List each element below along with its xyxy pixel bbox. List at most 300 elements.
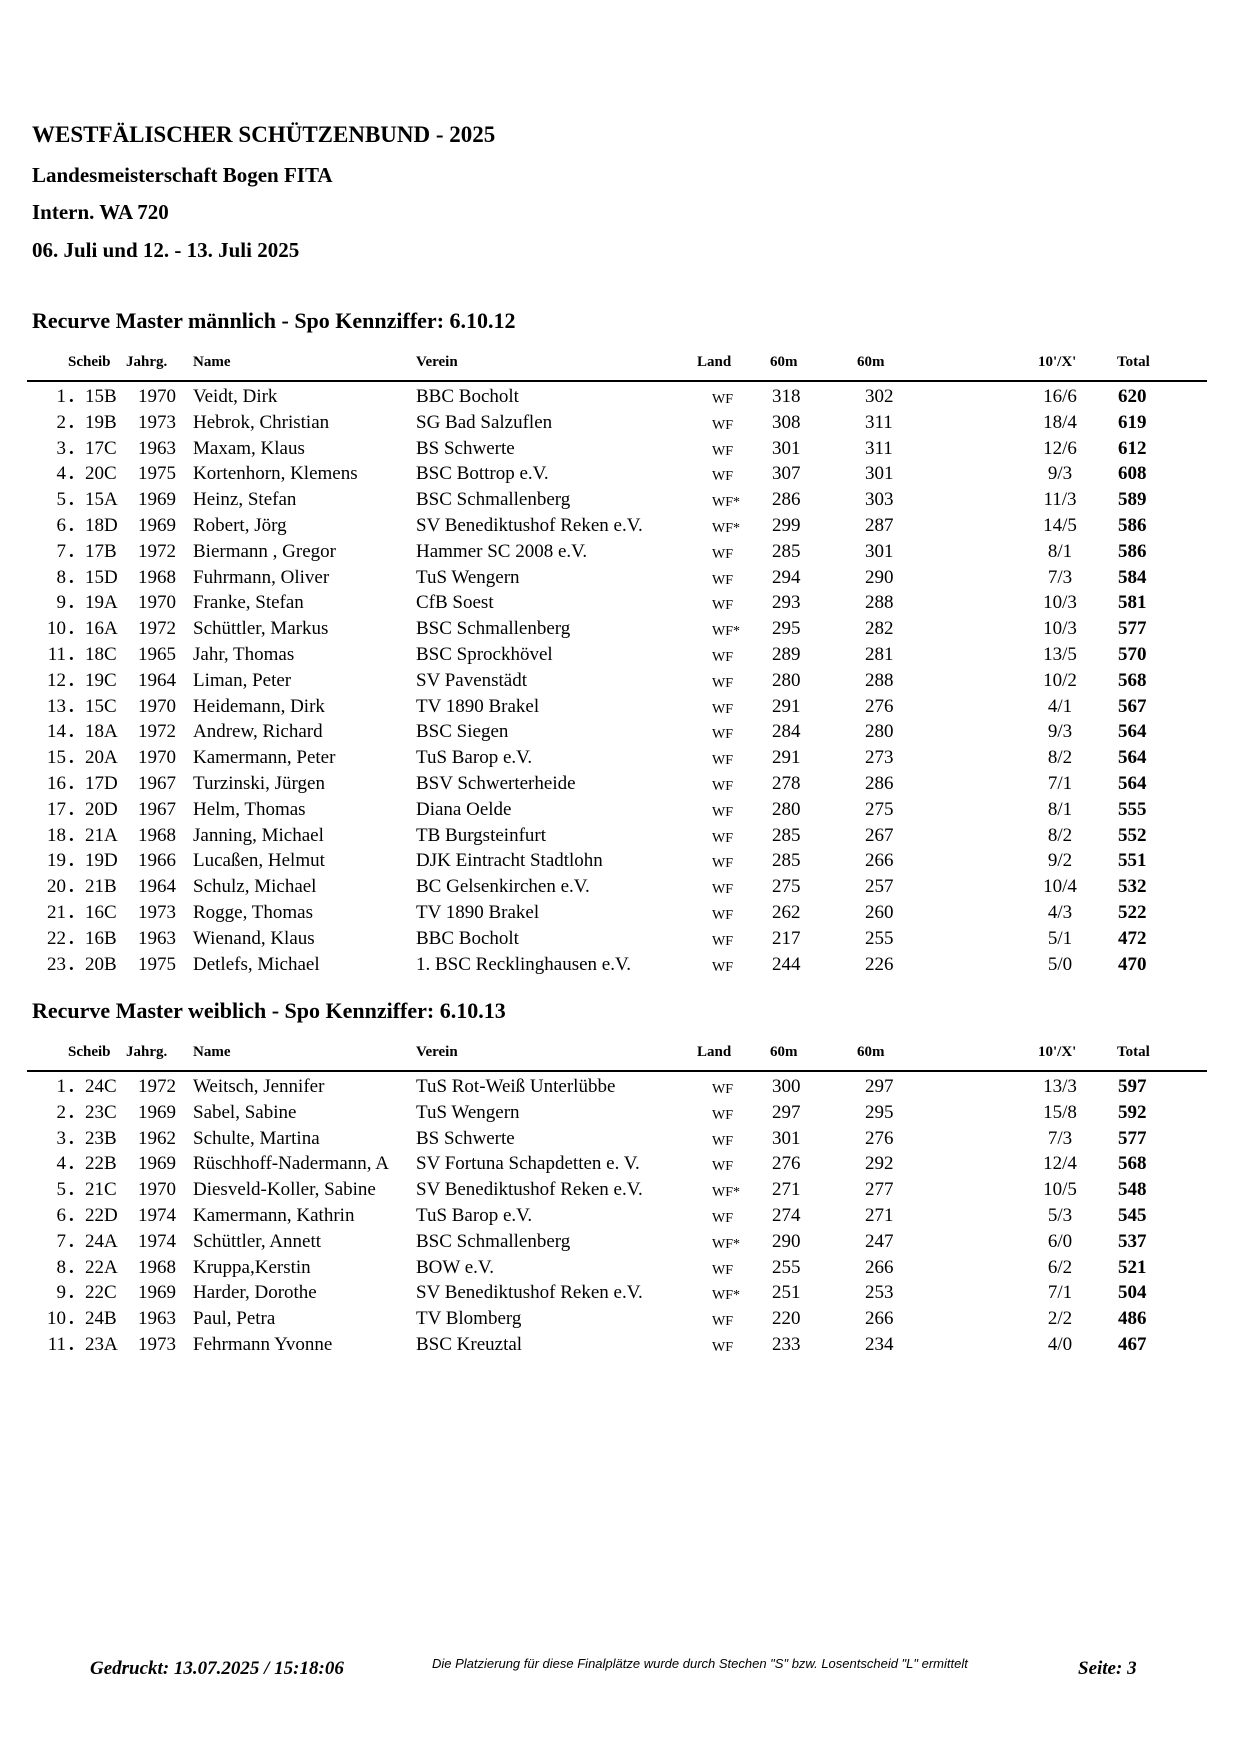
score-distance-2: 266: [865, 1308, 894, 1329]
score-distance-2: 273: [865, 747, 894, 768]
score-distance-2: 277: [865, 1179, 894, 1200]
rank: 2: [56, 412, 66, 433]
event-title: Landesmeisterschaft Bogen FITA: [32, 163, 333, 187]
archer-name: Kortenhorn, Klemens: [193, 463, 358, 484]
event-dates: 06. Juli und 12. - 13. Juli 2025: [32, 238, 300, 262]
archer-name: Kamermann, Kathrin: [193, 1205, 355, 1226]
score-distance-1: 318: [772, 386, 801, 407]
land-code: WF: [712, 444, 733, 459]
column-header-land: Land: [697, 1044, 732, 1060]
land-code: WF: [712, 418, 733, 433]
total-score: 577: [1118, 618, 1147, 639]
score-distance-2: 288: [865, 592, 894, 613]
score-distance-2: 311: [865, 438, 893, 459]
birth-year: 1972: [138, 541, 176, 562]
birth-year: 1967: [138, 773, 176, 794]
archer-name: Andrew, Richard: [193, 721, 323, 742]
club-name: DJK Eintracht Stadtlohn: [416, 850, 603, 871]
archer-name: Helm, Thomas: [193, 799, 306, 820]
land-code: WF: [712, 1263, 733, 1278]
rank-dot: .: [69, 1153, 74, 1174]
rank-dot: .: [69, 412, 74, 433]
tens-x-count: 5/1: [1047, 928, 1073, 949]
total-score: 567: [1118, 696, 1147, 717]
club-name: Diana Oelde: [416, 799, 512, 820]
total-score: 470: [1118, 954, 1147, 975]
score-distance-1: 301: [772, 1128, 801, 1149]
score-distance-1: 289: [772, 644, 801, 665]
total-score: 521: [1118, 1257, 1147, 1278]
archer-name: Robert, Jörg: [193, 515, 287, 536]
rank: 1: [56, 1076, 66, 1097]
rank-dot: .: [69, 721, 74, 742]
score-distance-2: 288: [865, 670, 894, 691]
total-score: 467: [1118, 1334, 1147, 1355]
tens-x-count: 11/3: [1043, 489, 1077, 510]
rank-dot: .: [69, 489, 74, 510]
rank-dot: .: [69, 1205, 74, 1226]
land-code: WF: [712, 1108, 733, 1123]
club-name: SV Fortuna Schapdetten e. V.: [416, 1153, 640, 1174]
club-name: BSC Schmallenberg: [416, 489, 571, 510]
target-scheibe: 16C: [85, 902, 117, 923]
target-scheibe: 19C: [85, 670, 117, 691]
club-name: Hammer SC 2008 e.V.: [416, 541, 588, 562]
score-distance-2: 266: [865, 1257, 894, 1278]
score-distance-1: 285: [772, 825, 801, 846]
land-code: WF: [712, 676, 733, 691]
total-score: 608: [1118, 463, 1147, 484]
total-score: 486: [1118, 1308, 1147, 1329]
archer-name: Jahr, Thomas: [193, 644, 295, 665]
archer-name: Veidt, Dirk: [193, 386, 278, 407]
rank: 18: [47, 825, 66, 846]
tens-x-count: 9/3: [1047, 721, 1073, 742]
tens-x-count: 4/0: [1047, 1334, 1073, 1355]
total-score: 548: [1118, 1179, 1147, 1200]
rank: 4: [56, 1153, 66, 1174]
rank: 20: [47, 876, 66, 897]
land-code: WF: [712, 392, 733, 407]
club-name: TB Burgsteinfurt: [416, 825, 547, 846]
club-name: BSC Sprockhövel: [416, 644, 553, 665]
column-header-scheib: Scheib: [68, 1044, 111, 1060]
tens-x-count: 15/8: [1043, 1102, 1077, 1123]
rank: 10: [47, 1308, 66, 1329]
tens-x-count: 7/3: [1047, 1128, 1073, 1149]
target-scheibe: 17C: [85, 438, 117, 459]
birth-year: 1969: [138, 1153, 176, 1174]
printed-timestamp: Gedruckt: 13.07.2025 / 15:18:06: [90, 1658, 344, 1679]
archer-name: Weitsch, Jennifer: [193, 1076, 325, 1097]
archer-name: Schulz, Michael: [193, 876, 317, 897]
rank: 11: [47, 1334, 66, 1355]
org-title: WESTFÄLISCHER SCHÜTZENBUND - 2025: [32, 122, 496, 147]
tens-x-count: 14/5: [1043, 515, 1077, 536]
tens-x-count: 16/6: [1043, 386, 1077, 407]
club-name: SV Benediktushof Reken e.V.: [416, 1282, 643, 1303]
score-distance-2: 247: [865, 1231, 894, 1252]
total-score: 620: [1118, 386, 1147, 407]
birth-year: 1974: [138, 1231, 176, 1252]
header-rule: [27, 380, 1207, 382]
target-scheibe: 17D: [85, 773, 118, 794]
land-code: WF: [712, 1134, 733, 1149]
score-distance-1: 297: [772, 1102, 801, 1123]
total-score: 504: [1118, 1282, 1147, 1303]
column-header-name: Name: [193, 354, 231, 370]
section-title: Recurve Master weiblich - Spo Kennziffer: 6.10.13: [32, 998, 506, 1023]
column-header-land: Land: [697, 354, 732, 370]
score-distance-1: 299: [772, 515, 801, 536]
archer-name: Schulte, Martina: [193, 1128, 320, 1149]
score-distance-1: 285: [772, 541, 801, 562]
archer-name: Turzinski, Jürgen: [193, 773, 325, 794]
column-header-name: Name: [193, 1044, 231, 1060]
birth-year: 1969: [138, 515, 176, 536]
target-scheibe: 20C: [85, 463, 117, 484]
score-distance-2: 276: [865, 1128, 894, 1149]
score-distance-2: 255: [865, 928, 894, 949]
score-distance-1: 271: [772, 1179, 801, 1200]
score-distance-2: 301: [865, 541, 894, 562]
target-scheibe: 20D: [85, 799, 118, 820]
page-number: Seite: 3: [1078, 1658, 1137, 1679]
round-title: Intern. WA 720: [32, 200, 169, 224]
club-name: CfB Soest: [416, 592, 494, 613]
score-distance-1: 308: [772, 412, 801, 433]
total-score: 586: [1118, 541, 1147, 562]
tens-x-count: 7/3: [1047, 567, 1073, 588]
target-scheibe: 19D: [85, 850, 118, 871]
birth-year: 1968: [138, 825, 176, 846]
total-score: 619: [1118, 412, 1147, 433]
target-scheibe: 16B: [85, 928, 117, 949]
score-distance-2: 290: [865, 567, 894, 588]
score-distance-2: 226: [865, 954, 894, 975]
score-distance-2: 253: [865, 1282, 894, 1303]
rank-dot: .: [69, 1308, 74, 1329]
tens-x-count: 6/0: [1047, 1231, 1073, 1252]
archer-name: Maxam, Klaus: [193, 438, 305, 459]
rank-dot: .: [69, 1257, 74, 1278]
score-distance-2: 311: [865, 412, 893, 433]
birth-year: 1964: [138, 876, 176, 897]
rank: 19: [47, 850, 66, 871]
total-score: 564: [1118, 773, 1147, 794]
column-header-jahrg: Jahrg.: [126, 1044, 168, 1060]
column-header-scheib: Scheib: [68, 354, 111, 370]
total-score: 551: [1118, 850, 1147, 871]
target-scheibe: 19B: [85, 412, 117, 433]
rank-dot: .: [69, 541, 74, 562]
birth-year: 1975: [138, 954, 176, 975]
club-name: BBC Bocholt: [416, 928, 519, 949]
rank-dot: .: [69, 670, 74, 691]
score-distance-2: 301: [865, 463, 894, 484]
total-score: 612: [1118, 438, 1147, 459]
total-score: 577: [1118, 1128, 1147, 1149]
target-scheibe: 22B: [85, 1153, 117, 1174]
score-distance-1: 290: [772, 1231, 801, 1252]
score-distance-1: 280: [772, 670, 801, 691]
club-name: TuS Barop e.V.: [416, 1205, 533, 1226]
rank-dot: .: [69, 1334, 74, 1355]
target-scheibe: 16A: [85, 618, 118, 639]
rank: 23: [47, 954, 66, 975]
total-score: 584: [1118, 567, 1147, 588]
birth-year: 1962: [138, 1128, 176, 1149]
land-code: WF: [712, 805, 733, 820]
column-header-tenx: 10'/X': [1038, 1044, 1077, 1060]
rank: 9: [56, 1282, 66, 1303]
rank: 21: [47, 902, 66, 923]
score-distance-2: 271: [865, 1205, 894, 1226]
archer-name: Kamermann, Peter: [193, 747, 336, 768]
score-distance-2: 234: [865, 1334, 894, 1355]
tens-x-count: 2/2: [1047, 1308, 1073, 1329]
club-name: BBC Bocholt: [416, 386, 519, 407]
rank-dot: .: [69, 928, 74, 949]
birth-year: 1970: [138, 1179, 176, 1200]
land-code: WF: [712, 547, 733, 562]
birth-year: 1969: [138, 1102, 176, 1123]
land-code: WF: [712, 908, 733, 923]
rank: 11: [47, 644, 66, 665]
score-distance-2: 292: [865, 1153, 894, 1174]
rank-dot: .: [69, 954, 74, 975]
land-code: WF: [712, 1340, 733, 1355]
tens-x-count: 10/4: [1043, 876, 1077, 897]
rank-dot: .: [69, 850, 74, 871]
club-name: TuS Wengern: [416, 1102, 520, 1123]
birth-year: 1974: [138, 1205, 176, 1226]
club-name: BS Schwerte: [416, 438, 515, 459]
total-score: 586: [1118, 515, 1147, 536]
birth-year: 1973: [138, 902, 176, 923]
target-scheibe: 18A: [85, 721, 118, 742]
total-score: 564: [1118, 747, 1147, 768]
score-distance-1: 220: [772, 1308, 801, 1329]
club-name: BSC Schmallenberg: [416, 618, 571, 639]
rank: 5: [56, 1179, 66, 1200]
tens-x-count: 13/5: [1043, 644, 1077, 665]
land-code: WF: [712, 753, 733, 768]
rank: 3: [56, 438, 66, 459]
club-name: SV Benediktushof Reken e.V.: [416, 515, 643, 536]
land-code: WF: [712, 1314, 733, 1329]
target-scheibe: 18D: [85, 515, 118, 536]
rank: 22: [47, 928, 66, 949]
total-score: 522: [1118, 902, 1147, 923]
club-name: BC Gelsenkirchen e.V.: [416, 876, 590, 897]
total-score: 589: [1118, 489, 1147, 510]
land-code: WF*: [712, 495, 740, 510]
column-header-verein: Verein: [416, 1044, 458, 1060]
land-code: WF: [712, 779, 733, 794]
score-distance-2: 282: [865, 618, 894, 639]
score-distance-1: 244: [772, 954, 801, 975]
total-score: 545: [1118, 1205, 1147, 1226]
target-scheibe: 22A: [85, 1257, 118, 1278]
land-code: WF*: [712, 1288, 740, 1303]
archer-name: Schüttler, Annett: [193, 1231, 321, 1252]
column-header-d1: 60m: [770, 1044, 798, 1060]
target-scheibe: 19A: [85, 592, 118, 613]
header-rule: [27, 1070, 1207, 1072]
birth-year: 1970: [138, 747, 176, 768]
club-name: TV 1890 Brakel: [416, 696, 540, 717]
club-name: BSC Schmallenberg: [416, 1231, 571, 1252]
birth-year: 1966: [138, 850, 176, 871]
rank-dot: .: [69, 902, 74, 923]
score-distance-2: 276: [865, 696, 894, 717]
rank-dot: .: [69, 1231, 74, 1252]
archer-name: Rüschhoff-Nadermann, A: [193, 1153, 389, 1174]
tens-x-count: 13/3: [1043, 1076, 1077, 1097]
rank: 8: [56, 567, 66, 588]
land-code: WF*: [712, 521, 740, 536]
birth-year: 1970: [138, 386, 176, 407]
birth-year: 1970: [138, 592, 176, 613]
total-score: 532: [1118, 876, 1147, 897]
total-score: 568: [1118, 670, 1147, 691]
rank: 3: [56, 1128, 66, 1149]
score-distance-1: 284: [772, 721, 801, 742]
score-distance-2: 281: [865, 644, 894, 665]
target-scheibe: 21B: [85, 876, 117, 897]
birth-year: 1963: [138, 1308, 176, 1329]
target-scheibe: 23A: [85, 1334, 118, 1355]
section-title: Recurve Master männlich - Spo Kennziffer: 6.10.12: [32, 308, 516, 333]
club-name: TuS Rot-Weiß Unterlübbe: [416, 1076, 616, 1097]
score-distance-1: 300: [772, 1076, 801, 1097]
rank-dot: .: [69, 1128, 74, 1149]
archer-name: Liman, Peter: [193, 670, 292, 691]
target-scheibe: 24B: [85, 1308, 117, 1329]
archer-name: Sabel, Sabine: [193, 1102, 297, 1123]
rank: 10: [47, 618, 66, 639]
rank: 15: [47, 747, 66, 768]
tens-x-count: 9/2: [1047, 850, 1073, 871]
club-name: BSC Kreuztal: [416, 1334, 523, 1355]
rank-dot: .: [69, 567, 74, 588]
score-distance-2: 286: [865, 773, 894, 794]
rank-dot: .: [69, 1102, 74, 1123]
score-distance-2: 260: [865, 902, 894, 923]
archer-name: Rogge, Thomas: [193, 902, 313, 923]
rank: 6: [56, 515, 66, 536]
tens-x-count: 12/6: [1043, 438, 1077, 459]
tens-x-count: 8/2: [1047, 747, 1073, 768]
score-distance-1: 291: [772, 696, 801, 717]
archer-name: Heinz, Stefan: [193, 489, 297, 510]
tens-x-count: 10/3: [1043, 592, 1077, 613]
birth-year: 1963: [138, 438, 176, 459]
birth-year: 1967: [138, 799, 176, 820]
club-name: TuS Wengern: [416, 567, 520, 588]
archer-name: Hebrok, Christian: [193, 412, 330, 433]
rank-dot: .: [69, 438, 74, 459]
archer-name: Harder, Dorothe: [193, 1282, 317, 1303]
rank-dot: .: [69, 825, 74, 846]
tens-x-count: 18/4: [1043, 412, 1077, 433]
score-distance-1: 233: [772, 1334, 801, 1355]
column-header-d2: 60m: [857, 354, 885, 370]
rank: 8: [56, 1257, 66, 1278]
rank-dot: .: [69, 515, 74, 536]
total-score: 570: [1118, 644, 1147, 665]
birth-year: 1972: [138, 618, 176, 639]
score-distance-2: 287: [865, 515, 894, 536]
archer-name: Janning, Michael: [193, 825, 324, 846]
column-header-tenx: 10'/X': [1038, 354, 1077, 370]
total-score: 472: [1118, 928, 1147, 949]
archer-name: Kruppa,Kerstin: [193, 1257, 311, 1278]
archer-name: Diesveld-Koller, Sabine: [193, 1179, 376, 1200]
target-scheibe: 20B: [85, 954, 117, 975]
land-code: WF: [712, 960, 733, 975]
total-score: 564: [1118, 721, 1147, 742]
archer-name: Detlefs, Michael: [193, 954, 320, 975]
score-distance-1: 280: [772, 799, 801, 820]
rank-dot: .: [69, 1179, 74, 1200]
score-distance-1: 274: [772, 1205, 801, 1226]
score-distance-2: 295: [865, 1102, 894, 1123]
rank: 4: [56, 463, 66, 484]
tens-x-count: 7/1: [1047, 1282, 1073, 1303]
column-header-total: Total: [1117, 1044, 1150, 1060]
rank-dot: .: [69, 644, 74, 665]
score-distance-2: 257: [865, 876, 894, 897]
land-code: WF: [712, 598, 733, 613]
tens-x-count: 4/3: [1047, 902, 1073, 923]
rank: 13: [47, 696, 66, 717]
tens-x-count: 9/3: [1047, 463, 1073, 484]
club-name: BS Schwerte: [416, 1128, 515, 1149]
rank: 7: [56, 541, 66, 562]
tens-x-count: 4/1: [1047, 696, 1073, 717]
target-scheibe: 17B: [85, 541, 117, 562]
land-code: WF: [712, 1082, 733, 1097]
total-score: 592: [1118, 1102, 1147, 1123]
rank-dot: .: [69, 1076, 74, 1097]
tens-x-count: 12/4: [1043, 1153, 1077, 1174]
land-code: WF*: [712, 1185, 740, 1200]
archer-name: Biermann , Gregor: [193, 541, 336, 562]
rank: 16: [47, 773, 66, 794]
tens-x-count: 8/1: [1047, 799, 1073, 820]
rank-dot: .: [69, 618, 74, 639]
land-code: WF: [712, 1159, 733, 1174]
score-distance-1: 255: [772, 1257, 801, 1278]
birth-year: 1968: [138, 567, 176, 588]
column-header-total: Total: [1117, 354, 1150, 370]
target-scheibe: 15B: [85, 386, 117, 407]
score-distance-1: 295: [772, 618, 801, 639]
total-score: 537: [1118, 1231, 1147, 1252]
score-distance-1: 294: [772, 567, 801, 588]
rank: 9: [56, 592, 66, 613]
land-code: WF: [712, 573, 733, 588]
score-distance-1: 278: [772, 773, 801, 794]
score-distance-1: 217: [772, 928, 801, 949]
total-score: 597: [1118, 1076, 1147, 1097]
birth-year: 1968: [138, 1257, 176, 1278]
score-distance-2: 303: [865, 489, 894, 510]
target-scheibe: 18C: [85, 644, 117, 665]
score-distance-2: 267: [865, 825, 894, 846]
